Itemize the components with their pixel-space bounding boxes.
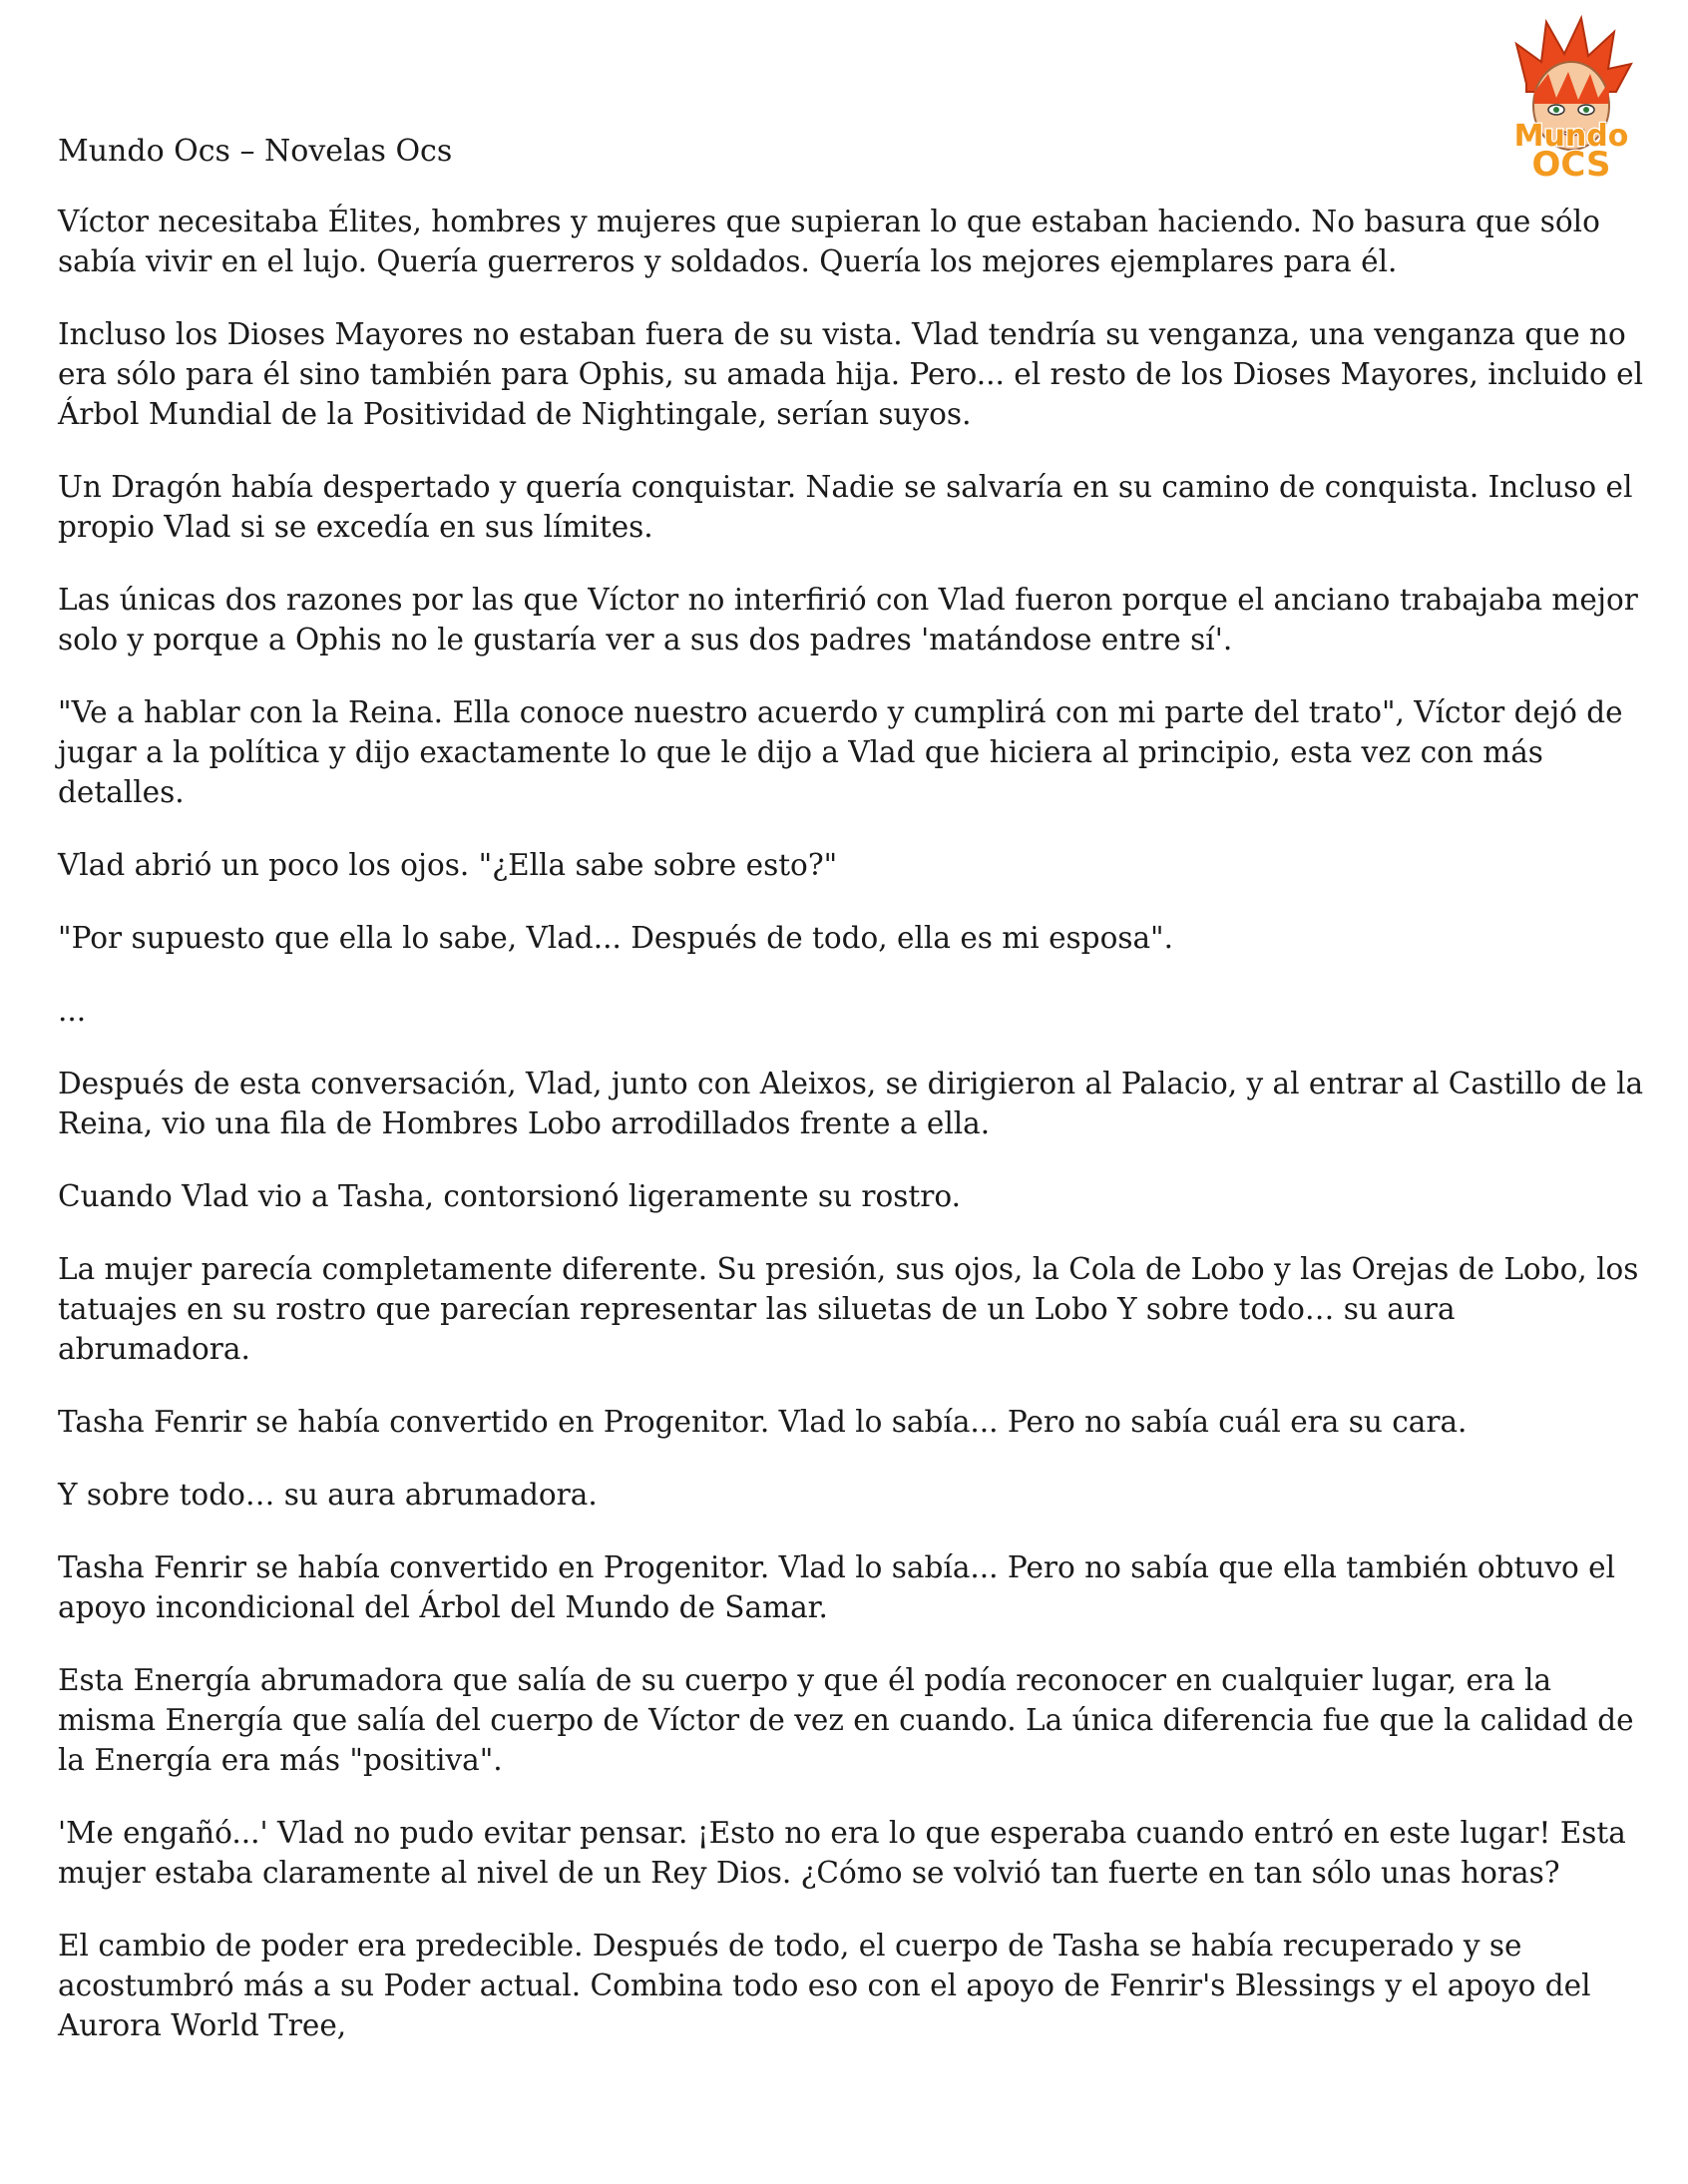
mundo-ocs-logo-icon [1486,14,1656,184]
mundo-ocs-logo [1486,14,1656,184]
paragraph: Cuando Vlad vio a Tasha, contorsionó ligeramente su rostro. [58,1179,962,1213]
document-header: Mundo Ocs – Novelas Ocs [58,134,453,169]
paragraph: Incluso los Dioses Mayores no estaban fuera de su vista. Vlad tendría su venganza, una venganza que no era sólo para él sino también para Ophis, su amada hija. Pero... el resto de los Dioses Mayores, incluido el Árbol Mundial de la Positividad de Nightingale, serían suyos. [58,317,1644,431]
paragraph: Esta Energía abrumadora que salía de su cuerpo y que él podía reconocer en cualquier lugar, era la misma Energía que salía del cuerpo de Víctor de vez en cuando. La única diferencia fue que la calidad de la Energía era más "positiva". [58,1663,1634,1777]
paragraph: ... [58,994,87,1028]
logo-text-bottom: OCS [1531,145,1611,184]
paragraph: Y sobre todo… su aura abrumadora. [58,1478,598,1512]
document-body [58,202,1644,2078]
paragraph: El cambio de poder era predecible. Después de todo, el cuerpo de Tasha se había recuperado y se acostumbró más a su Poder actual. Combina todo eso con el apoyo de Fenrir's Blessings y el apoyo del Aurora World Tree, [58,1929,1591,2042]
paragraph: "Ve a hablar con la Reina. Ella conoce nuestro acuerdo y cumplirá con mi parte del trato", Víctor dejó de jugar a la política y dijo exactamente lo que le dijo a Vlad que hiciera al principio, esta vez con más detalles. [58,695,1623,809]
paragraph: La mujer parecía completamente diferente. Su presión, sus ojos, la Cola de Lobo y las Orejas de Lobo, los tatuajes en su rostro que parecían representar las siluetas de un Lobo Y sobre todo… su aura abrumadora. [58,1252,1639,1366]
paragraph: Después de esta conversación, Vlad, junto con Aleixos, se dirigieron al Palacio, y al entrar al Castillo de la Reina, vio una fila de Hombres Lobo arrodillados frente a ella. [58,1067,1644,1140]
paragraph: 'Me engañó...' Vlad no pudo evitar pensar. ¡Esto no era lo que esperaba cuando entró en este lugar! Esta mujer estaba claramente al nivel de un Rey Dios. ¿Cómo se volvió tan fuerte en tan sólo unas horas? [58,1816,1626,1890]
paragraph: Vlad abrió un poco los ojos. "¿Ella sabe sobre esto?" [58,848,838,882]
logo-text-top: Mundo [1513,119,1629,154]
paragraph: Tasha Fenrir se había convertido en Progenitor. Vlad lo sabía... Pero no sabía que ella también obtuvo el apoyo incondicional del Árbol del Mundo de Samar. [58,1550,1616,1624]
paragraph: Tasha Fenrir se había convertido en Progenitor. Vlad lo sabía... Pero no sabía cuál era su cara. [58,1405,1468,1439]
paragraph: Las únicas dos razones por las que Víctor no interfirió con Vlad fueron porque el anciano trabajaba mejor solo y porque a Ophis no le gustaría ver a sus dos padres 'matándose entre sí'. [58,583,1638,656]
paragraph: Un Dragón había despertado y quería conquistar. Nadie se salvaría en su camino de conquista. Incluso el propio Vlad si se excedía en sus límites. [58,470,1633,544]
paragraph: "Por supuesto que ella lo sabe, Vlad... Después de todo, ella es mi esposa". [58,921,1174,955]
paragraph: Víctor necesitaba Élites, hombres y mujeres que supieran lo que estaban haciendo. No basura que sólo sabía vivir en el lujo. Quería guerreros y soldados. Quería los mejores ejemplares para él. [58,205,1600,278]
